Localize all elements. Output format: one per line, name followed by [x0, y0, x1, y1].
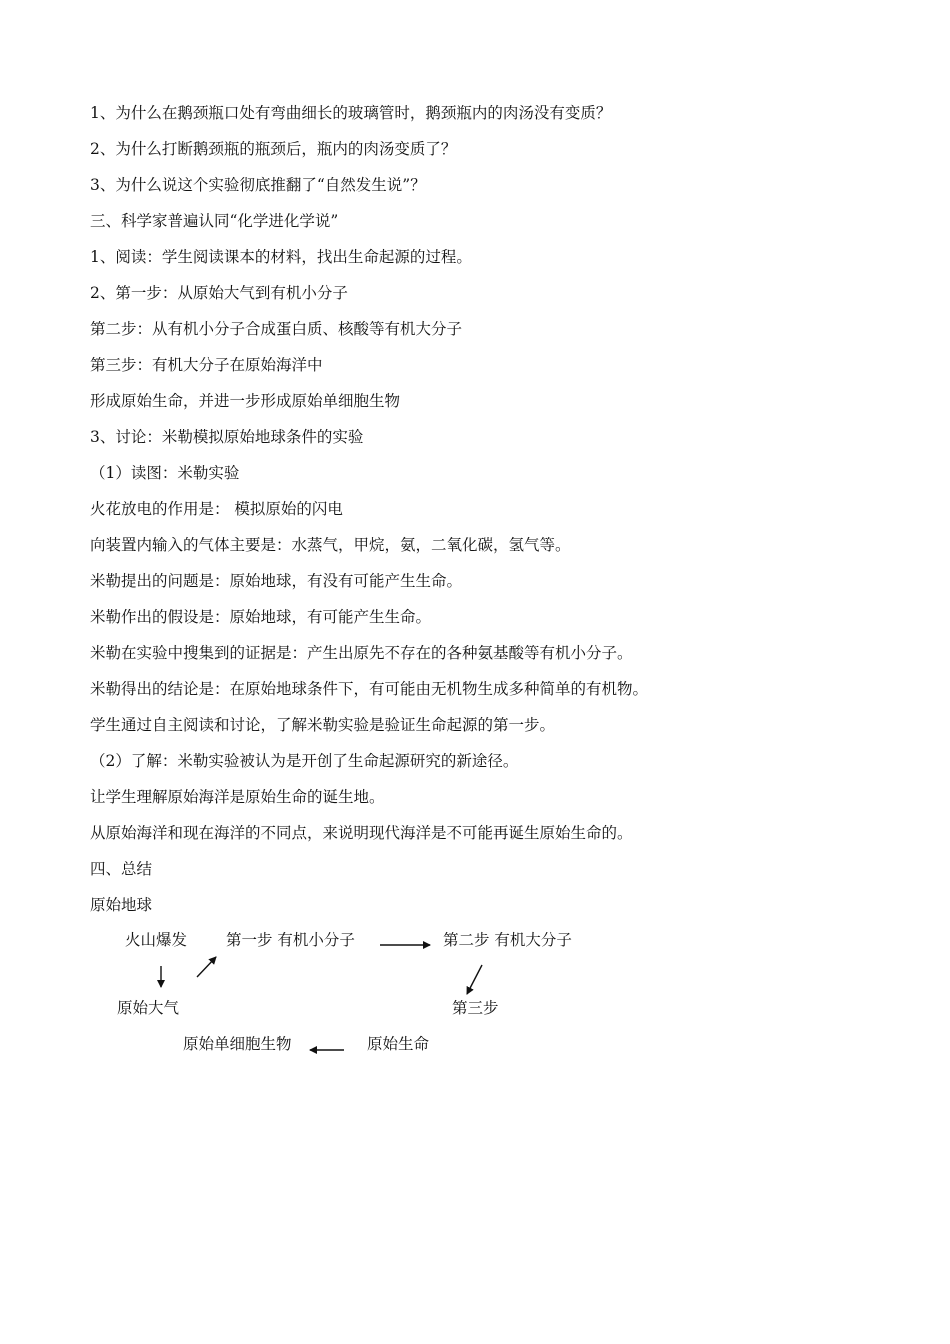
question-2: 2、为什么打断鹅颈瓶的瓶颈后，瓶内的肉汤变质了？	[90, 140, 457, 158]
paragraph-understand: （2）了解：米勒实验被认为是开创了生命起源研究的新途径。	[90, 752, 519, 770]
paragraph-read-figure: （1）读图：米勒实验	[90, 464, 240, 482]
flow-step1: 第一步 有机小分子	[226, 931, 355, 949]
paragraph-hypothesis: 米勒作出的假设是：原始地球，有可能产生生命。	[90, 608, 432, 626]
paragraph-step3: 第三步：有机大分子在原始海洋中	[90, 356, 323, 374]
arrow-step2-to-step3	[467, 965, 482, 994]
paragraph-primitive-earth: 原始地球	[90, 896, 153, 914]
question-3: 3、为什么说这个实验彻底推翻了“自然发生说”？	[90, 176, 426, 194]
question-1: 1、为什么在鹅颈瓶口处有弯曲细长的玻璃管时，鹅颈瓶内的肉汤没有变质？	[90, 104, 612, 122]
paragraph-discussion: 3、讨论：米勒模拟原始地球条件的实验	[90, 428, 364, 446]
section-heading-4: 四、总结	[90, 860, 153, 878]
paragraph-step1: 2、第一步：从原始大气到有机小分子	[90, 284, 348, 302]
paragraph-reading: 1、阅读：学生阅读课本的材料，找出生命起源的过程。	[90, 248, 472, 266]
flow-atmosphere: 原始大气	[117, 999, 180, 1017]
paragraph-question: 米勒提出的问题是：原始地球，有没有可能产生生命。	[90, 572, 463, 590]
flow-unicellular: 原始单细胞生物	[183, 1035, 292, 1053]
paragraph-ocean: 让学生理解原始海洋是原始生命的诞生地。	[90, 788, 385, 806]
paragraph-step2: 第二步：从有机小分子合成蛋白质、核酸等有机大分子	[90, 320, 463, 338]
flow-life: 原始生命	[367, 1035, 430, 1053]
paragraph-step3-cont: 形成原始生命，并进一步形成原始单细胞生物	[90, 392, 401, 410]
paragraph-gases: 向装置内输入的气体主要是：水蒸气，甲烷，氨，二氧化碳，氢气等。	[90, 536, 571, 554]
flow-step3: 第三步	[452, 999, 499, 1017]
arrow-atmosphere-to-step1	[197, 957, 216, 977]
paragraph-evidence: 米勒在实验中搜集到的证据是：产生出原先不存在的各种氨基酸等有机小分子。	[90, 644, 633, 662]
section-heading-3: 三、科学家普遍认同“化学进化学说”	[90, 212, 339, 230]
paragraph-conclusion: 米勒得出的结论是：在原始地球条件下，有可能由无机物生成多种简单的有机物。	[90, 680, 649, 698]
flow-volcano: 火山爆发	[125, 931, 188, 949]
flow-step2: 第二步 有机大分子	[443, 931, 572, 949]
paragraph-spark: 火花放电的作用是： 模拟原始的闪电	[90, 500, 343, 518]
paragraph-students: 学生通过自主阅读和讨论，了解米勒实验是验证生命起源的第一步。	[90, 716, 556, 734]
paragraph-modern-ocean: 从原始海洋和现在海洋的不同点，来说明现代海洋是不可能再诞生原始生命的。	[90, 824, 633, 842]
